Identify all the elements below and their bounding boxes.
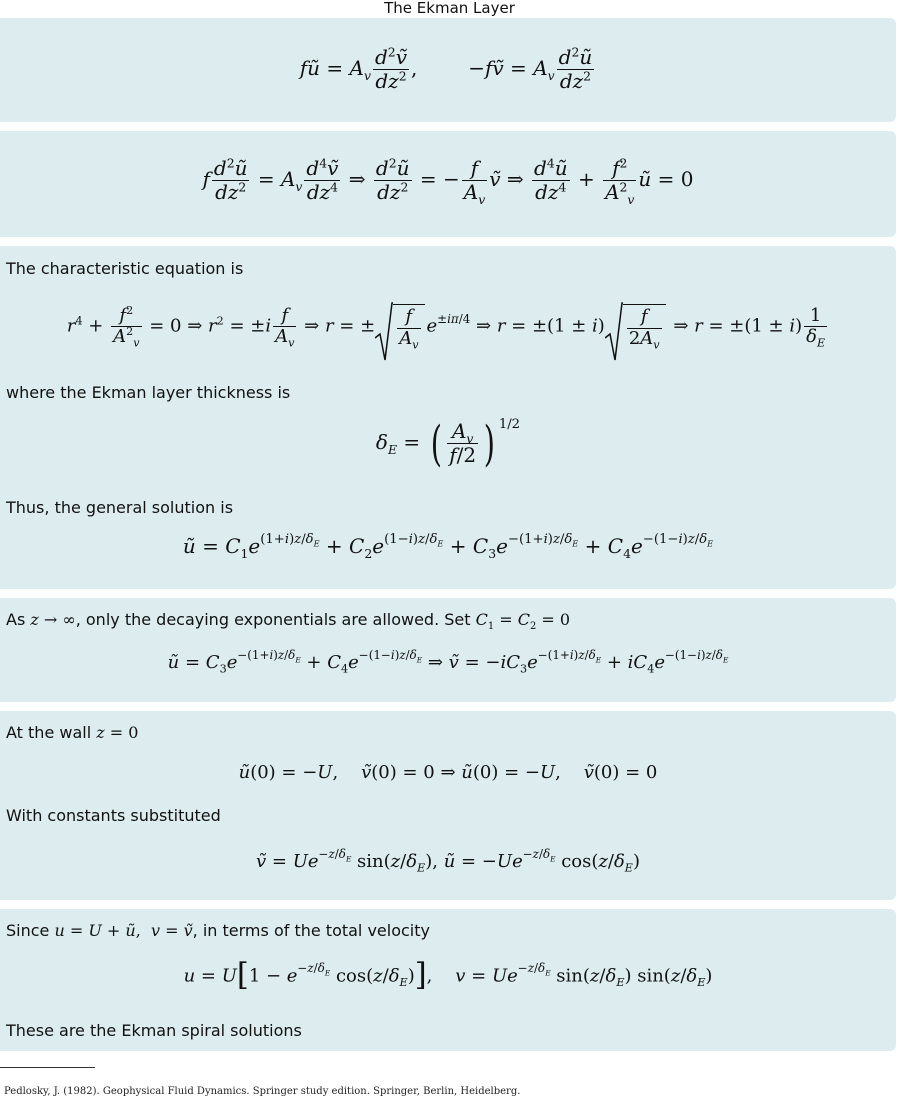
equation-panel-boundary xyxy=(0,711,896,900)
page-title: The Ekman Layer xyxy=(384,0,515,17)
total-velocity-label: Since u = U + ũ, v = ṽ, in terms of the total velocity xyxy=(6,921,430,940)
total-velocity-equation: $u = U[1 - e^{-z/\delta_E}$ $\cos(z/\delta_E)$], $v = Ue^{-z/\delta_E}$ $\sin(z/\delta_E)$ $\sin(z/\delta_E)$ xyxy=(183,958,713,993)
wall-label-prefix: At the wall xyxy=(6,723,97,742)
spiral-label: These are the Ekman spiral solutions xyxy=(6,1021,302,1040)
wall-label: At the wall z = 0 xyxy=(6,723,139,742)
equation-panel-decaying xyxy=(0,598,896,702)
equation-panel-solution xyxy=(0,246,896,589)
decaying-label-suffix: , only the decaying exponentials are allowed. Set xyxy=(75,610,476,629)
general-solution-equation: ũ = $C_1e^{(1+i)z/\delta_E} + C_2e^{(1-i)z/\delta_E} + C_3e^{-(1+i)z/\delta_E} + C_4e^{-(1-i)z/\delta_E}$ xyxy=(182,532,714,561)
equation-panel-momentum xyxy=(0,18,896,122)
footnote-reference: Pedlosky, J. (1982). Geophysical Fluid Dynamics. Springer study edition. Springer, Berlin, Heidelberg. xyxy=(4,1086,521,1097)
decaying-label-prefix: As xyxy=(6,610,31,629)
equation-panel-combined xyxy=(0,131,896,237)
characteristic-equation: $r^4$ + $\frac{f^2}{A^2_v}$ = 0 ⇒ $r^2 = \pm i$ $\frac{f}{A_v}$ ⇒ r = ± $\frac{f}{A_v}$ $e^{\pm i\pi/4}$ ⇒ r = ±(1 ± i) $\frac{f}{2A_v}$ ⇒ r = ±(1 ± i) $\frac{1}{\delta_E}$ xyxy=(0,304,896,349)
total-velocity-suffix: , in terms of the total velocity xyxy=(192,921,430,940)
boundary-conditions-equation: ũ(0) = −U, ṽ(0) = 0 ⇒ ũ(0) = −U, ṽ(0) = 0 xyxy=(238,762,658,783)
substituted-solution-equation: ṽ = $Ue^{-z/\delta_E}$ $\sin(z/\delta_E)$, ũ = $-Ue^{-z/\delta_E}$ $\cos(z/\delta_E)$ xyxy=(256,847,640,875)
footnote-divider xyxy=(0,1067,95,1068)
combined-equation: f $\frac{d^2ũ}{dz^2}$ = $A_v$ $\frac{d^4ṽ}{dz^4}$ ⇒ $\frac{d^2ũ}{dz^2}$ = − $\frac{f}{A_v}$ ṽ ⇒ $\frac{d^4ũ}{dz^4}$ + $\frac{f^2}{A^2_v}$ ũ = 0 xyxy=(202,155,694,207)
total-velocity-prefix: Since xyxy=(6,921,55,940)
ekman-thickness-equation: $\delta_E$ = ( $\frac{A_v}{f/2}$ ) $^{1/2}$ xyxy=(375,415,521,472)
momentum-equations: fũ = $A_v$ $\frac{d^2ṽ}{dz^2}$ , −fṽ = $A_v$ $\frac{d^2ũ}{dz^2}$ xyxy=(299,44,593,93)
general-solution-label: Thus, the general solution is xyxy=(6,498,234,517)
constants-label: With constants substituted xyxy=(6,806,221,825)
decaying-label: As z → ∞, only the decaying exponentials are allowed. Set $C_1 = C_2 = 0$ xyxy=(6,610,571,633)
decaying-solution-equation: ũ = $C_3e^{-(1+i)z/\delta_E} + C_4e^{-(1-i)z/\delta_E}$ ⇒ ṽ = $-iC_3e^{-(1+i)z/\delta_E} + iC_4e^{-(1-i)z/\delta_E}$ xyxy=(167,648,729,676)
ekman-thickness-label: where the Ekman layer thickness is xyxy=(6,383,291,402)
equation-panel-total-velocity xyxy=(0,909,896,1051)
characteristic-label: The characteristic equation is xyxy=(6,259,244,278)
